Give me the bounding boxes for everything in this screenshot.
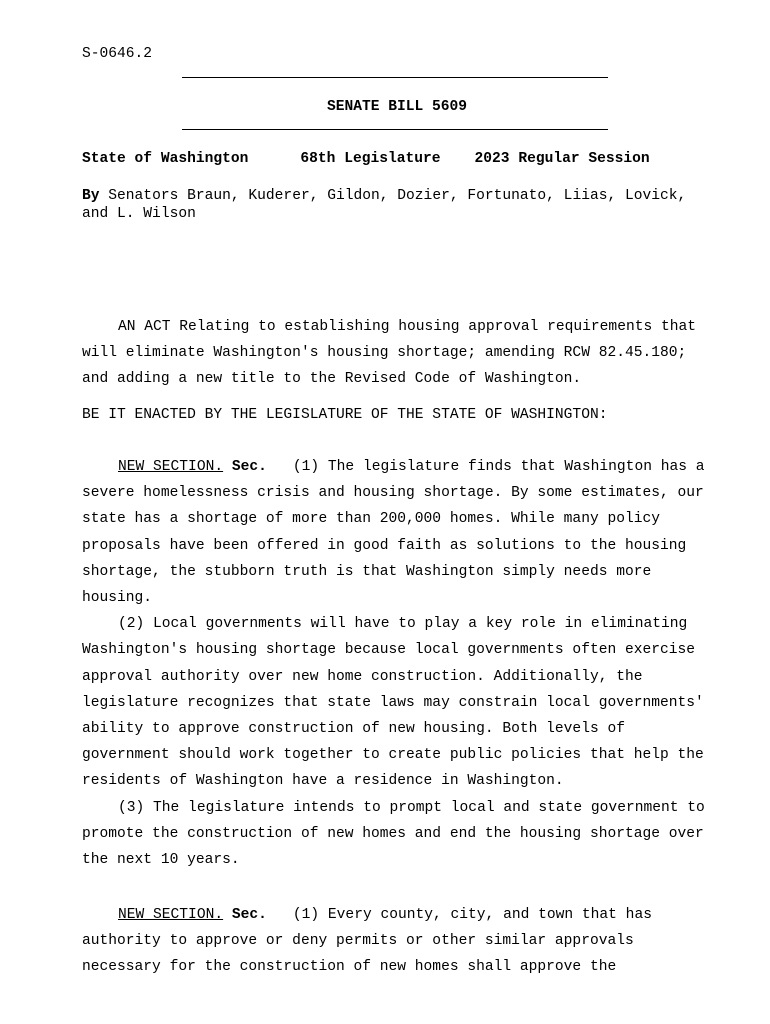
- act-title: [82, 314, 712, 393]
- act-text: AN ACT Relating to establishing housing approval requirements that will eliminate Washington's housing shortage; amending RCW 82.45.180; and adding a new title to the Revised Code of Washington.: [82, 319, 697, 388]
- section-paragraph: (1) The legislature finds that Washington has a severe homelessness crisis and housing shortage. By some estimates, our state has a shortage of more than 200,000 homes. While many policy proposals have been offered in good faith as solutions to the housing shortage, the stubborn truth is that Washington simply needs more housing.: [82, 459, 705, 607]
- title-rule-top: [182, 77, 608, 78]
- state-name: State of Washington: [82, 151, 249, 167]
- session-name: 2023 Regular Session: [474, 151, 650, 167]
- bill-title: SENATE BILL 5609: [326, 99, 468, 115]
- new-section-label: NEW SECTION.: [118, 907, 224, 923]
- section-paragraph: (3) The legislature intends to prompt local and state government to promote the construction of new homes and end the housing shortage over the next 10 years.: [82, 799, 705, 869]
- sponsors: [82, 187, 712, 223]
- section-1: [82, 454, 712, 873]
- sponsors-list: Senators Braun, Kuderer, Gildon, Dozier, Fortunato, Liias, Lovick, and L. Wilson: [82, 188, 687, 222]
- section-paragraph: (2) Local governments will have to play a key role in eliminating Washington's housing shortage because local governments often exercise approval authority over new home construction. Additionally, the legislature recognizes that state laws may constrain local governments' ability to approve construction of new housing. Both levels of government should work together to create public policies that help the residents of Washington have a residence in Washington.: [82, 616, 704, 790]
- legislature-name: 68th Legislature: [300, 151, 441, 167]
- session-line: [82, 151, 650, 167]
- sponsors-prefix: By: [82, 188, 100, 204]
- sec-label: Sec.: [231, 907, 267, 923]
- section-2: [82, 902, 712, 981]
- enacting-clause: BE IT ENACTED BY THE LEGISLATURE OF THE STATE OF WASHINGTON:: [82, 407, 608, 423]
- new-section-label: NEW SECTION.: [118, 459, 224, 475]
- document-id: S-0646.2: [82, 46, 153, 62]
- section-paragraph: (1) Every county, city, and town that has authority to approve or deny permits or other similar approvals necessary for the construction of new homes shall approve the: [82, 907, 652, 976]
- title-rule-bottom: [182, 129, 608, 130]
- sec-label: Sec.: [231, 459, 267, 475]
